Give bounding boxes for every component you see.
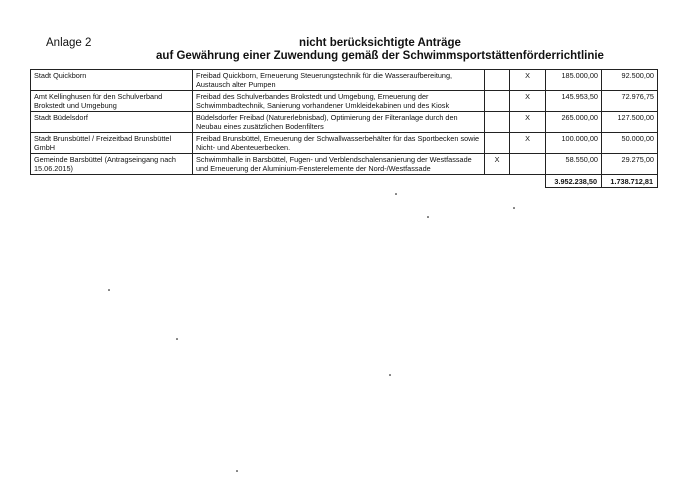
applicant-cell: Amt Kellinghusen für den Schulverband Brokstedt und Umgebung xyxy=(31,91,193,112)
table-row xyxy=(31,133,658,154)
measure-cell: Freibad Brunsbüttel, Erneuerung der Schwallwasserbehälter für das Sportbecken sowie Nicht- und Abenteuerbecken. xyxy=(193,133,485,154)
totals-row xyxy=(31,175,658,188)
measure-cell: Schwimmhalle in Barsbüttel, Fugen- und Verblendschalensanierung der Westfassade und Erneuerung der Aluminium-Fensterelemente der Nord-/Westfassade xyxy=(193,154,485,175)
applications-table xyxy=(30,69,658,188)
mark-cell-2: X xyxy=(510,133,546,154)
title-line-2: auf Gewährung einer Zuwendung gemäß der Schwimmsportstättenförderrichtlinie xyxy=(156,50,604,62)
scan-speck xyxy=(427,216,429,218)
table-row xyxy=(31,112,658,133)
mark-cell-1 xyxy=(485,112,510,133)
cost-cell: 265.000,00 xyxy=(546,112,602,133)
applicant-cell: Stadt Quickborn xyxy=(31,70,193,91)
grant-cell: 92.500,00 xyxy=(602,70,658,91)
measure-cell: Freibad Quickborn, Erneuerung Steuerungstechnik für die Wasseraufbereitung, Austausch alter Pumpen xyxy=(193,70,485,91)
cost-cell: 145.953,50 xyxy=(546,91,602,112)
scan-speck xyxy=(236,470,238,472)
page-title xyxy=(100,37,660,63)
scan-speck xyxy=(513,207,515,209)
table-row xyxy=(31,154,658,175)
mark-cell-1: X xyxy=(485,154,510,175)
scan-speck xyxy=(108,289,110,291)
cost-cell: 185.000,00 xyxy=(546,70,602,91)
scan-speck xyxy=(176,338,178,340)
cost-cell: 100.000,00 xyxy=(546,133,602,154)
mark-cell-2: X xyxy=(510,112,546,133)
cost-cell: 58.550,00 xyxy=(546,154,602,175)
mark-cell-2 xyxy=(510,154,546,175)
applicant-cell: Stadt Büdelsdorf xyxy=(31,112,193,133)
grant-cell: 127.500,00 xyxy=(602,112,658,133)
total-grant: 1.738.712,81 xyxy=(602,175,658,188)
measure-cell: Freibad des Schulverbandes Brokstedt und Umgebung, Erneuerung der Schwimmbadtechnik, Sanierung vorhandener Umkleidekabinen und des Kiosk xyxy=(193,91,485,112)
scan-speck xyxy=(395,193,397,195)
mark-cell-1 xyxy=(485,70,510,91)
grant-cell: 72.976,75 xyxy=(602,91,658,112)
applicant-cell: Stadt Brunsbüttel / Freizeitbad Brunsbüttel GmbH xyxy=(31,133,193,154)
mark-cell-2: X xyxy=(510,91,546,112)
table-row xyxy=(31,70,658,91)
table-body xyxy=(31,70,658,188)
mark-cell-2: X xyxy=(510,70,546,91)
table-row xyxy=(31,91,658,112)
total-cost: 3.952.238,50 xyxy=(546,175,602,188)
measure-cell: Büdelsdorfer Freibad (Naturerlebnisbad), Optimierung der Filteranlage durch den Neubau eines zusätzlichen Bodenfilters xyxy=(193,112,485,133)
applicant-cell: Gemeinde Barsbüttel (Antragseingang nach 15.06.2015) xyxy=(31,154,193,175)
attachment-label: Anlage 2 xyxy=(46,37,92,49)
mark-cell-1 xyxy=(485,133,510,154)
title-line-1: nicht berücksichtigte Anträge xyxy=(299,37,461,49)
grant-cell: 50.000,00 xyxy=(602,133,658,154)
scan-speck xyxy=(389,374,391,376)
grant-cell: 29.275,00 xyxy=(602,154,658,175)
mark-cell-1 xyxy=(485,91,510,112)
